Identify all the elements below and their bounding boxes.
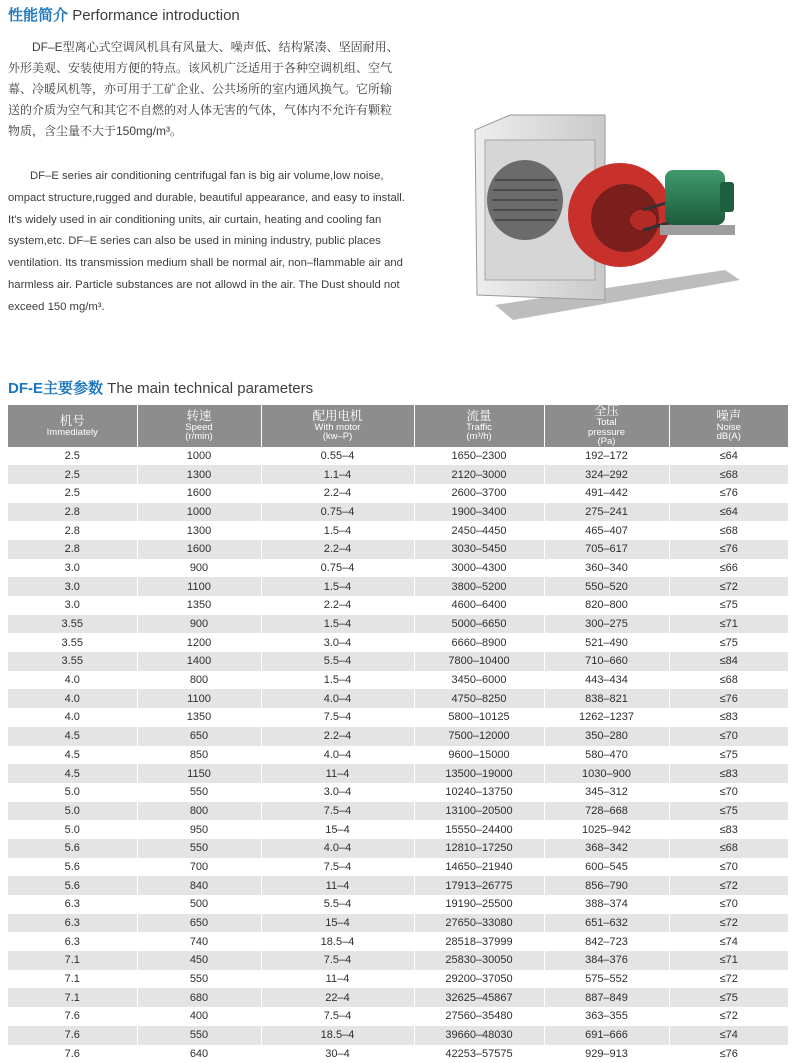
- table-row: [8, 559, 788, 578]
- motor-cell: 3.0–4: [261, 633, 414, 652]
- model-cell: 2.5: [8, 465, 137, 484]
- model-cell: 3.55: [8, 615, 137, 634]
- header-pressure: 全压 Total pressure (Pa): [544, 405, 669, 447]
- motor-cell: 0.55–4: [261, 447, 414, 466]
- model-cell: 7.1: [8, 970, 137, 989]
- motor-cell: 15–4: [261, 914, 414, 933]
- header-noise: 噪声 Noise dB(A): [669, 405, 788, 447]
- noise-cell: ≤72: [669, 914, 788, 933]
- intro-cn-block: [8, 37, 400, 142]
- noise-cell: ≤75: [669, 596, 788, 615]
- table-row: [8, 783, 788, 802]
- motor-cell: 1.5–4: [261, 615, 414, 634]
- speed-cell: 800: [137, 671, 261, 690]
- noise-cell: ≤76: [669, 689, 788, 708]
- noise-cell: ≤74: [669, 932, 788, 951]
- speed-cell: 800: [137, 802, 261, 821]
- noise-cell: ≤64: [669, 447, 788, 466]
- pressure-cell: 491–442: [544, 484, 669, 503]
- model-cell: 3.55: [8, 633, 137, 652]
- model-cell: 5.0: [8, 802, 137, 821]
- pressure-cell: 443–434: [544, 671, 669, 690]
- noise-cell: ≤68: [669, 671, 788, 690]
- speed-cell: 1350: [137, 596, 261, 615]
- motor-cell: 1.5–4: [261, 521, 414, 540]
- flow-cell: 15550–24400: [414, 820, 544, 839]
- model-cell: 4.5: [8, 746, 137, 765]
- table-row: [8, 1007, 788, 1026]
- table-row: [8, 858, 788, 877]
- speed-cell: 1300: [137, 465, 261, 484]
- model-cell: 7.1: [8, 988, 137, 1007]
- motor-cell: 5.5–4: [261, 895, 414, 914]
- intro-title-en: Performance introduction: [72, 7, 240, 24]
- motor-cell: 7.5–4: [261, 708, 414, 727]
- flow-cell: 1650–2300: [414, 447, 544, 466]
- pressure-cell: 350–280: [544, 727, 669, 746]
- fan-product-image: [465, 110, 745, 325]
- model-cell: 5.0: [8, 783, 137, 802]
- table-row: [8, 839, 788, 858]
- noise-cell: ≤83: [669, 764, 788, 783]
- table-row: [8, 652, 788, 671]
- pressure-cell: 1030–900: [544, 764, 669, 783]
- model-cell: 7.1: [8, 951, 137, 970]
- model-cell: 3.0: [8, 577, 137, 596]
- motor-cell: 30–4: [261, 1045, 414, 1063]
- model-cell: 2.5: [8, 484, 137, 503]
- pressure-cell: 705–617: [544, 540, 669, 559]
- flow-cell: 2600–3700: [414, 484, 544, 503]
- pressure-cell: 363–355: [544, 1007, 669, 1026]
- speed-cell: 650: [137, 914, 261, 933]
- motor-cell: 11–4: [261, 970, 414, 989]
- flow-cell: 39660–48030: [414, 1026, 544, 1045]
- table-row: [8, 802, 788, 821]
- table-row: [8, 970, 788, 989]
- parameters-table: [8, 405, 788, 1063]
- header-flow: 流量 Traffic (m³/h): [414, 405, 544, 447]
- speed-cell: 500: [137, 895, 261, 914]
- header-motor: 配用电机 With motor (kw–P): [261, 405, 414, 447]
- noise-cell: ≤75: [669, 746, 788, 765]
- pressure-cell: 384–376: [544, 951, 669, 970]
- model-cell: 6.3: [8, 932, 137, 951]
- speed-cell: 1100: [137, 689, 261, 708]
- table-row: [8, 876, 788, 895]
- speed-cell: 680: [137, 988, 261, 1007]
- speed-cell: 1600: [137, 540, 261, 559]
- model-cell: 6.3: [8, 895, 137, 914]
- noise-cell: ≤76: [669, 540, 788, 559]
- table-row: [8, 895, 788, 914]
- motor-cell: 7.5–4: [261, 951, 414, 970]
- pressure-cell: 345–312: [544, 783, 669, 802]
- table-row: [8, 577, 788, 596]
- speed-cell: 700: [137, 858, 261, 877]
- table-row: [8, 447, 788, 466]
- model-cell: 6.3: [8, 914, 137, 933]
- flow-cell: 5000–6650: [414, 615, 544, 634]
- table-row: [8, 521, 788, 540]
- speed-cell: 1350: [137, 708, 261, 727]
- motor-cell: 1.1–4: [261, 465, 414, 484]
- speed-cell: 400: [137, 1007, 261, 1026]
- pressure-cell: 275–241: [544, 503, 669, 522]
- params-title-cn: DF-E主要参数: [8, 380, 103, 397]
- pressure-cell: 728–668: [544, 802, 669, 821]
- model-cell: 5.6: [8, 876, 137, 895]
- speed-cell: 900: [137, 615, 261, 634]
- motor-cell: 15–4: [261, 820, 414, 839]
- noise-cell: ≤83: [669, 820, 788, 839]
- pressure-cell: 388–374: [544, 895, 669, 914]
- table-body: [8, 447, 788, 1063]
- speed-cell: 550: [137, 970, 261, 989]
- noise-cell: ≤83: [669, 708, 788, 727]
- noise-cell: ≤84: [669, 652, 788, 671]
- motor-cell: 4.0–4: [261, 839, 414, 858]
- pressure-cell: 1262–1237: [544, 708, 669, 727]
- intro-title-cn: 性能简介: [8, 7, 68, 24]
- speed-cell: 1100: [137, 577, 261, 596]
- motor-end-shape: [720, 182, 734, 212]
- speed-cell: 450: [137, 951, 261, 970]
- pressure-cell: 1025–942: [544, 820, 669, 839]
- pressure-cell: 368–342: [544, 839, 669, 858]
- motor-cell: 2.2–4: [261, 484, 414, 503]
- table-row: [8, 932, 788, 951]
- flow-cell: 32625–45867: [414, 988, 544, 1007]
- noise-cell: ≤75: [669, 802, 788, 821]
- noise-cell: ≤70: [669, 783, 788, 802]
- pressure-cell: 691–666: [544, 1026, 669, 1045]
- pressure-cell: 192–172: [544, 447, 669, 466]
- motor-shape: [665, 170, 725, 225]
- speed-cell: 650: [137, 727, 261, 746]
- motor-cell: 2.2–4: [261, 596, 414, 615]
- motor-cell: 7.5–4: [261, 1007, 414, 1026]
- noise-cell: ≤70: [669, 895, 788, 914]
- motor-cell: 4.0–4: [261, 689, 414, 708]
- flow-cell: 3800–5200: [414, 577, 544, 596]
- pressure-cell: 465–407: [544, 521, 669, 540]
- speed-cell: 1000: [137, 447, 261, 466]
- motor-cell: 4.0–4: [261, 746, 414, 765]
- speed-cell: 1400: [137, 652, 261, 671]
- table-row: [8, 465, 788, 484]
- speed-cell: 1150: [137, 764, 261, 783]
- flow-cell: 5800–10125: [414, 708, 544, 727]
- params-title-en: The main technical parameters: [107, 380, 313, 397]
- flow-cell: 3000–4300: [414, 559, 544, 578]
- pressure-cell: 887–849: [544, 988, 669, 1007]
- pressure-cell: 300–275: [544, 615, 669, 634]
- pressure-cell: 550–520: [544, 577, 669, 596]
- flow-cell: 27650–33080: [414, 914, 544, 933]
- flow-cell: 13100–20500: [414, 802, 544, 821]
- pressure-cell: 710–660: [544, 652, 669, 671]
- flow-cell: 17913–26775: [414, 876, 544, 895]
- noise-cell: ≤72: [669, 876, 788, 895]
- motor-cell: 1.5–4: [261, 671, 414, 690]
- model-cell: 2.8: [8, 540, 137, 559]
- speed-cell: 550: [137, 783, 261, 802]
- motor-cell: 22–4: [261, 988, 414, 1007]
- speed-cell: 840: [137, 876, 261, 895]
- flow-cell: 12810–17250: [414, 839, 544, 858]
- flow-cell: 10240–13750: [414, 783, 544, 802]
- table-row: [8, 633, 788, 652]
- noise-cell: ≤71: [669, 951, 788, 970]
- flow-cell: 3450–6000: [414, 671, 544, 690]
- table-row: [8, 820, 788, 839]
- table-row: [8, 484, 788, 503]
- flow-cell: 28518–37999: [414, 932, 544, 951]
- noise-cell: ≤75: [669, 633, 788, 652]
- flow-cell: 13500–19000: [414, 764, 544, 783]
- model-cell: 2.8: [8, 521, 137, 540]
- flow-cell: 7800–10400: [414, 652, 544, 671]
- noise-cell: ≤74: [669, 1026, 788, 1045]
- model-cell: 4.0: [8, 671, 137, 690]
- table-row: [8, 1045, 788, 1063]
- motor-cell: 18.5–4: [261, 932, 414, 951]
- table-header-row: [8, 405, 788, 447]
- flow-cell: 27560–35480: [414, 1007, 544, 1026]
- table-row: [8, 671, 788, 690]
- model-cell: 4.5: [8, 764, 137, 783]
- speed-cell: 1200: [137, 633, 261, 652]
- table-row: [8, 988, 788, 1007]
- motor-cell: 7.5–4: [261, 802, 414, 821]
- motor-rail-shape: [660, 225, 735, 235]
- intro-cn-paragraph: DF–E型离心式空调风机具有风量大、噪声低、结构紧凑、坚固耐用、外形美观、安装使用方便的特点。该风机广泛适用于各种空调机组、空气幕、冷暖风机等，亦可用于工矿企业、公共场所的室内通风换气。它所输送的介质为空气和其它不自燃的对人体无害的气体，气体内不允许有颗粒物质，含尘量不大于150mg/m³。: [8, 37, 400, 142]
- pressure-cell: 324–292: [544, 465, 669, 484]
- motor-cell: 1.5–4: [261, 577, 414, 596]
- table-row: [8, 951, 788, 970]
- noise-cell: ≤70: [669, 858, 788, 877]
- flow-cell: 42253–57575: [414, 1045, 544, 1063]
- speed-cell: 900: [137, 559, 261, 578]
- noise-cell: ≤68: [669, 839, 788, 858]
- noise-cell: ≤76: [669, 1045, 788, 1063]
- speed-cell: 640: [137, 1045, 261, 1063]
- table-row: [8, 764, 788, 783]
- flow-cell: 2450–4450: [414, 521, 544, 540]
- table-row: [8, 615, 788, 634]
- pressure-cell: 856–790: [544, 876, 669, 895]
- pressure-cell: 820–800: [544, 596, 669, 615]
- model-cell: 7.6: [8, 1007, 137, 1026]
- pressure-cell: 521–490: [544, 633, 669, 652]
- table-row: [8, 689, 788, 708]
- speed-cell: 850: [137, 746, 261, 765]
- motor-cell: 7.5–4: [261, 858, 414, 877]
- motor-cell: 3.0–4: [261, 783, 414, 802]
- pressure-cell: 651–632: [544, 914, 669, 933]
- flow-cell: 7500–12000: [414, 727, 544, 746]
- noise-cell: ≤64: [669, 503, 788, 522]
- flow-cell: 19190–25500: [414, 895, 544, 914]
- speed-cell: 1000: [137, 503, 261, 522]
- pressure-cell: 575–552: [544, 970, 669, 989]
- pressure-cell: 842–723: [544, 932, 669, 951]
- pressure-cell: 580–470: [544, 746, 669, 765]
- noise-cell: ≤68: [669, 465, 788, 484]
- speed-cell: 550: [137, 1026, 261, 1045]
- pressure-cell: 360–340: [544, 559, 669, 578]
- flow-cell: 4600–6400: [414, 596, 544, 615]
- pressure-cell: 929–913: [544, 1045, 669, 1063]
- intro-en-paragraph: DF–E series air conditioning centrifugal fan is big air volume,low noise, ompact structure,rugged and durable, beautiful appearance, and easy to install. It's widely used in air conditioning units, air curtain, heating and cooling fan system,etc. DF–E series can also be used in mining industry, public places ventilation. Its transmission medium shall be normal air, non–flammable air and harmless air. Particle substances are not allowd in the air. The Dust should not exceed 150 mg/m³.: [8, 166, 408, 319]
- motor-cell: 2.2–4: [261, 540, 414, 559]
- motor-cell: 5.5–4: [261, 652, 414, 671]
- flow-cell: 1900–3400: [414, 503, 544, 522]
- model-cell: 3.0: [8, 559, 137, 578]
- intro-en-block: [8, 166, 408, 319]
- noise-cell: ≤71: [669, 615, 788, 634]
- model-cell: 7.6: [8, 1026, 137, 1045]
- model-cell: 3.0: [8, 596, 137, 615]
- params-section-title: [8, 380, 313, 398]
- model-cell: 2.8: [8, 503, 137, 522]
- model-cell: 4.5: [8, 727, 137, 746]
- header-model: 机号 Immediately: [8, 405, 137, 447]
- speed-cell: 550: [137, 839, 261, 858]
- motor-cell: 2.2–4: [261, 727, 414, 746]
- flow-cell: 14650–21940: [414, 858, 544, 877]
- flow-cell: 25830–30050: [414, 951, 544, 970]
- model-cell: 4.0: [8, 689, 137, 708]
- noise-cell: ≤72: [669, 577, 788, 596]
- noise-cell: ≤72: [669, 970, 788, 989]
- noise-cell: ≤68: [669, 521, 788, 540]
- table-row: [8, 708, 788, 727]
- model-cell: 5.6: [8, 839, 137, 858]
- flow-cell: 6660–8900: [414, 633, 544, 652]
- pressure-cell: 838–821: [544, 689, 669, 708]
- motor-cell: 11–4: [261, 764, 414, 783]
- motor-cell: 0.75–4: [261, 503, 414, 522]
- noise-cell: ≤66: [669, 559, 788, 578]
- table-row: [8, 1026, 788, 1045]
- table-row: [8, 727, 788, 746]
- model-cell: 4.0: [8, 708, 137, 727]
- pressure-cell: 600–545: [544, 858, 669, 877]
- speed-cell: 1300: [137, 521, 261, 540]
- table-row: [8, 503, 788, 522]
- flow-cell: 2120–3000: [414, 465, 544, 484]
- motor-cell: 18.5–4: [261, 1026, 414, 1045]
- flow-cell: 4750–8250: [414, 689, 544, 708]
- speed-cell: 740: [137, 932, 261, 951]
- model-cell: 5.0: [8, 820, 137, 839]
- table-row: [8, 596, 788, 615]
- table-row: [8, 746, 788, 765]
- speed-cell: 1600: [137, 484, 261, 503]
- model-cell: 7.6: [8, 1045, 137, 1063]
- flow-cell: 29200–37050: [414, 970, 544, 989]
- model-cell: 2.5: [8, 447, 137, 466]
- motor-cell: 11–4: [261, 876, 414, 895]
- speed-cell: 950: [137, 820, 261, 839]
- noise-cell: ≤70: [669, 727, 788, 746]
- table-row: [8, 540, 788, 559]
- noise-cell: ≤76: [669, 484, 788, 503]
- noise-cell: ≤72: [669, 1007, 788, 1026]
- noise-cell: ≤75: [669, 988, 788, 1007]
- header-speed: 转速 Speed (r/min): [137, 405, 261, 447]
- table-row: [8, 914, 788, 933]
- motor-cell: 0.75–4: [261, 559, 414, 578]
- flow-cell: 3030–5450: [414, 540, 544, 559]
- model-cell: 5.6: [8, 858, 137, 877]
- flow-cell: 9600–15000: [414, 746, 544, 765]
- model-cell: 3.55: [8, 652, 137, 671]
- intro-section-title: [8, 7, 240, 25]
